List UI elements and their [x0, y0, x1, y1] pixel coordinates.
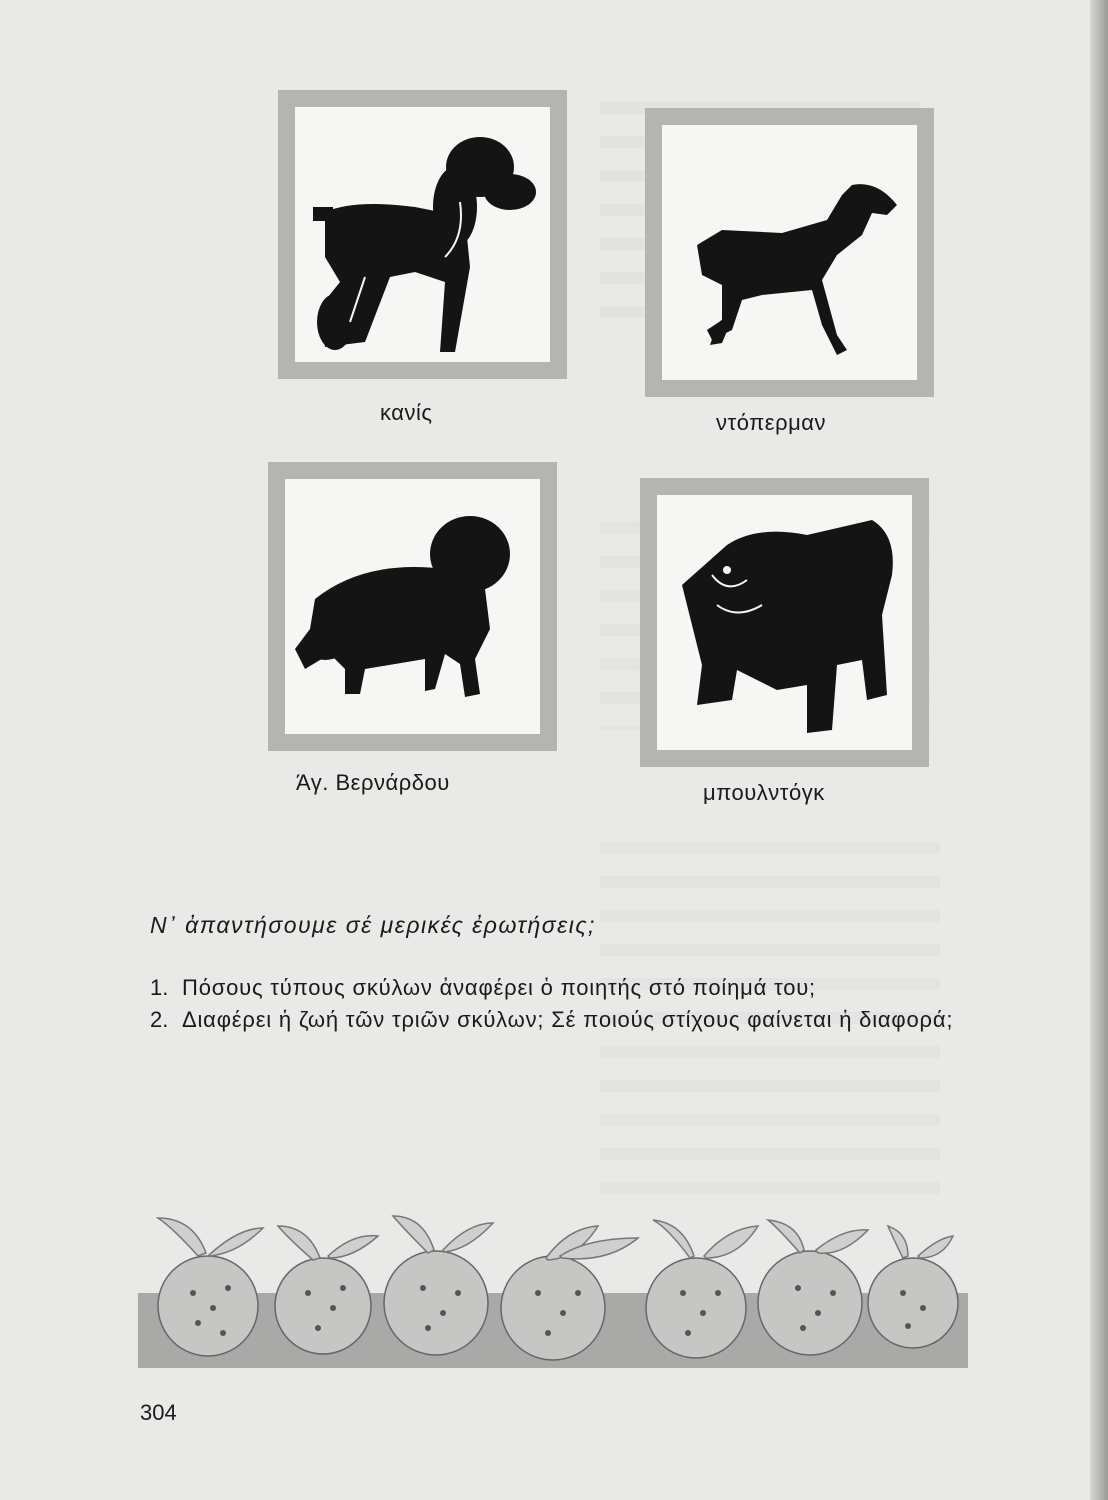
- dog-caption-doberman: ντόπερμαν: [716, 410, 827, 435]
- dog-frame-doberman: [645, 108, 934, 397]
- page-number: 304: [140, 1400, 177, 1425]
- dog-frame-bulldog: [640, 478, 929, 767]
- question-text: Πόσους τύπους σκύλων ἀναφέρει ὁ ποιητής στό ποίημά του;: [182, 975, 816, 1000]
- oranges-illustration-icon: [138, 1198, 968, 1368]
- questions-list: [150, 972, 995, 1036]
- dog-caption-saint-bernard: Άγ. Βερνάρδου: [296, 770, 450, 795]
- dog-caption-bulldog: μπουλντόγκ: [703, 780, 825, 805]
- question-number: 2.: [150, 1007, 169, 1032]
- dog-frame-poodle: [278, 90, 567, 379]
- dog-caption-poodle: κανίς: [380, 400, 433, 425]
- poodle-silhouette-icon: [295, 107, 550, 362]
- bulldog-silhouette-icon: [657, 495, 912, 750]
- dog-frame-saint-bernard: [268, 462, 557, 751]
- questions-heading: Ν᾽ ἀπαντήσουμε σέ μερικές ἐρωτήσεις;: [150, 912, 596, 938]
- question-item: [150, 1004, 995, 1036]
- doberman-silhouette-icon: [662, 125, 917, 380]
- book-spine-shadow: [1090, 0, 1108, 1500]
- question-text: Διαφέρει ἡ ζωή τῶν τριῶν σκύλων; Σέ ποιούς στίχους φαίνεται ἡ διαφορά;: [182, 1007, 954, 1032]
- question-number: 1.: [150, 975, 169, 1000]
- question-item: [150, 972, 995, 1004]
- saint-bernard-silhouette-icon: [285, 479, 540, 734]
